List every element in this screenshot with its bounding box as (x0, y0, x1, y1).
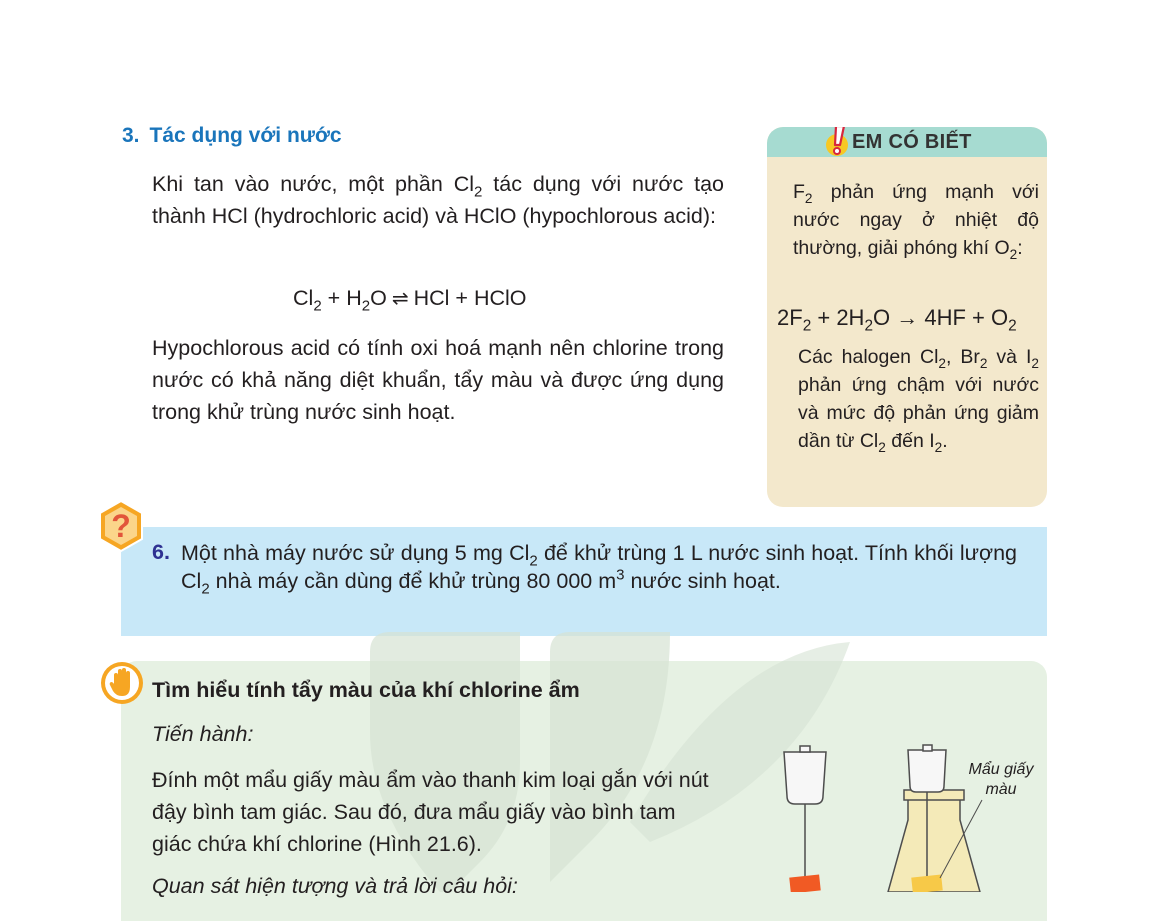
q-text-b: để khử trùng 1 L nước sinh hoạt. Tính khối lượng Cl (181, 541, 1017, 593)
hydrolysis-equation (293, 286, 527, 315)
sb-t1b: phản ứng mạnh với nước ngay ở nhiệt độ thường, giải phóng khí O (793, 181, 1039, 259)
activity-title: Tìm hiểu tính tẩy màu của khí chlorine ẩm (152, 678, 580, 702)
para1-text-b: tác dụng với nước tạo thành HCl (hydrochloric acid) và HClO (hypochlorous acid): (152, 172, 724, 228)
eq-hclo: HClO (473, 286, 527, 310)
did-you-know-box (767, 127, 1047, 507)
sb-t2f: . (942, 430, 948, 452)
hypochlorous-paragraph: Hypochlorous acid có tính oxi hoá mạnh nên chlorine trong nước có khả năng diệt khuẩn, tẩy màu và được ứng dụng trong khử trùng nước sinh hoạt. (152, 336, 724, 424)
eq-o: O (370, 286, 387, 310)
section-number: 3. (122, 124, 140, 147)
sb-t2c-sub: 2 (1031, 355, 1039, 371)
hand-icon (99, 660, 145, 706)
sb-eq-b-sub: 2 (864, 317, 874, 335)
intro-paragraph (152, 168, 724, 232)
sb-eq-a: 2F (777, 305, 803, 330)
sb-t1b-sub: 2 (1009, 246, 1018, 262)
sb-t1c: : (1017, 237, 1023, 259)
question-icon (96, 499, 146, 559)
paper-label: Mẩu giấy màu (968, 761, 1034, 798)
q-sub-b: 2 (201, 580, 210, 598)
equilibrium-arrow-icon: ⇌ (391, 288, 409, 310)
eq-cl-sub: 2 (313, 297, 322, 315)
eq-plus-2: + (449, 286, 474, 310)
eq-plus-1: + (321, 286, 347, 310)
sb-eq-a-sub: 2 (802, 317, 812, 335)
eq-hcl: HCl (413, 286, 450, 310)
eq-cl: Cl (293, 286, 314, 310)
question-text (181, 539, 1017, 598)
q-text-c: nhà máy cần dùng để khử trùng 80 000 m (209, 569, 617, 593)
q-text-a: Một nhà máy nước sử dụng 5 mg Cl (181, 541, 530, 565)
eq-h: H (346, 286, 362, 310)
sb-t2e-sub: 2 (934, 439, 943, 455)
svg-text:?: ? (111, 508, 131, 544)
q-sup-c: 3 (616, 566, 625, 584)
did-you-know-title: EM CÓ BIẾT (852, 131, 972, 153)
sb-t2a-sub: 2 (938, 355, 946, 371)
section-heading (122, 124, 342, 148)
eq-h-sub: 2 (361, 297, 371, 315)
para1-sub: 2 (474, 183, 483, 201)
para1-text-a: Khi tan vào nước, một phần Cl (152, 172, 475, 196)
sb-t2d-sub: 2 (878, 439, 886, 455)
sb-t2c: và I (987, 346, 1032, 368)
question-number: 6. (152, 540, 170, 564)
sb-t2e: đến I (885, 430, 935, 452)
exclamation-icon (824, 127, 852, 159)
activity-question-line: Quan sát hiện tượng và trả lời câu hỏi: (152, 874, 518, 898)
sb-t2a: Các halogen Cl (798, 346, 939, 368)
sb-eq-b: + 2H (811, 305, 865, 330)
sidebox-fluorine-text (793, 178, 1039, 262)
sidebox-halogen-text (798, 343, 1039, 455)
sb-t2b-sub: 2 (979, 355, 988, 371)
sb-t2d: phản ứng chậm với nước và mức độ phản ứng giảm dần từ Cl (798, 374, 1039, 452)
sb-t1a: F (793, 181, 805, 203)
section-title: Tác dụng với nước (149, 124, 342, 147)
activity-paragraph: Đính một mẩu giấy màu ẩm vào thanh kim loại gắn với nút đậy bình tam giác. Sau đó, đưa mẩu giấy vào bình tam giác chứa khí chlorine (Hình 21.6). (152, 768, 709, 856)
sb-t2b: , Br (946, 346, 980, 368)
sb-eq-c: O → 4HF + O (873, 305, 1009, 330)
fluorine-equation (777, 305, 1017, 335)
sb-eq-c-sub: 2 (1008, 317, 1017, 335)
activity-subtitle: Tiến hành: (152, 722, 254, 746)
q-text-d: nước sinh hoạt. (624, 569, 781, 593)
q-sub-a: 2 (529, 552, 538, 570)
sb-t1a-sub: 2 (804, 190, 813, 206)
